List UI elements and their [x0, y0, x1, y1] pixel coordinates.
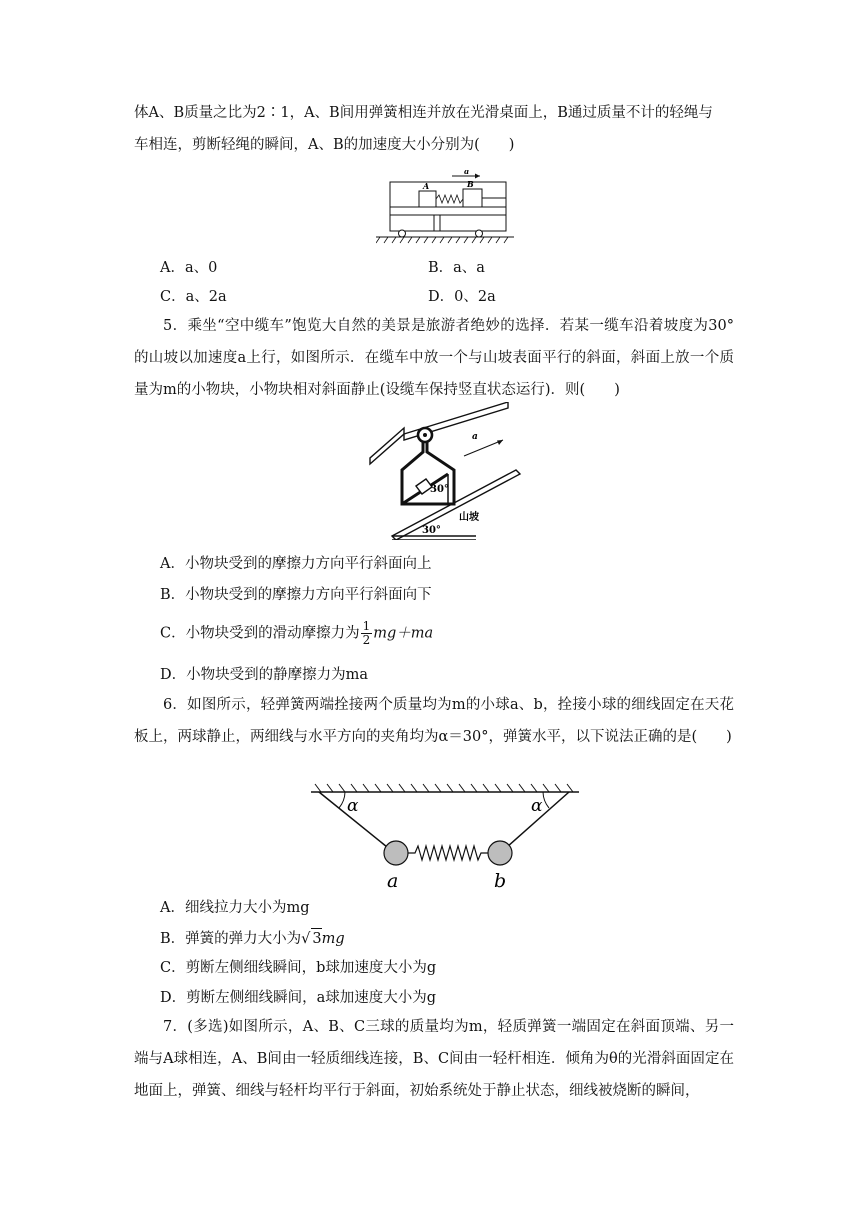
q6-option-b-prefix: B．弹簧的弹力大小为 — [160, 931, 302, 947]
q5-option-b: B．小物块受到的摩擦力方向平行斜面向下 — [160, 587, 432, 603]
sqrt-sign: √ — [301, 931, 311, 947]
q6-angle-left: α — [347, 796, 359, 816]
block-a — [419, 191, 436, 207]
q5-frac-num: 1 — [362, 619, 371, 633]
q6-angle-right: α — [531, 796, 543, 816]
q4-option-b: B．a、a — [428, 260, 485, 276]
q5-option-c — [160, 620, 433, 647]
q4-stem-line-1: 体A、B质量之比为2∶1，A、B间用弹簧相连并放在光滑桌面上，B通过质量不计的轻绳与 — [134, 105, 713, 121]
ball-a — [384, 841, 408, 865]
q5-frac-den: 2 — [362, 633, 371, 647]
q4-block-b-label: B — [467, 179, 474, 189]
q5-slope-label: 山坡 — [459, 512, 479, 523]
q6-option-d: D．剪断左侧细线瞬间，a球加速度大小为g — [160, 990, 437, 1006]
spring — [408, 846, 488, 860]
q5-angle-slope: 30° — [422, 525, 441, 536]
q5-accel-label: a — [472, 432, 478, 442]
spring — [436, 195, 463, 203]
q5-option-c-fraction — [361, 620, 373, 647]
q6-ball-a-label: a — [387, 870, 399, 890]
q5-option-c-suffix: mg＋ma — [373, 625, 434, 642]
q4-option-a: A．a、0 — [160, 260, 218, 276]
ball-b — [488, 841, 512, 865]
q6-option-b — [160, 928, 345, 949]
q4-accel-label: a — [464, 170, 470, 176]
q4-block-a-label: A — [423, 181, 430, 191]
q6-springs-figure — [305, 782, 585, 890]
q6-option-b-suffix: mg — [321, 931, 345, 947]
q7-stem: 7．(多选)如图所示，A、B、C三球的质量均为m，轻质弹簧一端固定在斜面顶端、另一端与A球相连，A、B间由一轻质细线连接，B、C间由一轻杆相连．倾角为θ的光滑斜面固定在地面上，弹簧、细线与轻杆均平行于斜面，初始系统处于静止状态，细线被烧断的瞬间， — [134, 1019, 734, 1099]
q5-stem: 5．乘坐“空中缆车”饱览大自然的美景是旅游者绝妙的选择．若某一缆车沿着坡度为30°的山坡以加速度a上行，如图所示．在缆车中放一个与山坡表面平行的斜面，斜面上放一个质量为m的小物块，小物块相对斜面静止(设缆车保持竖直状态运行)．则( ) — [134, 318, 734, 398]
q5-cable-car-figure — [368, 402, 528, 540]
q6-option-b-sqrt: 3 — [311, 928, 321, 949]
q4-stem-line-2: 车相连，剪断轻绳的瞬间，A、B的加速度大小分别为( ) — [134, 137, 515, 153]
q4-option-d: D．0、2a — [428, 289, 496, 305]
q4-option-c: C．a、2a — [160, 289, 227, 305]
q6-option-c: C．剪断左侧细线瞬间，b球加速度大小为g — [160, 960, 437, 976]
q6-ball-b-label: b — [494, 870, 507, 890]
q5-angle-inner: 30° — [430, 484, 449, 495]
q6-option-a: A．细线拉力大小为mg — [160, 900, 310, 916]
q6-stem: 6．如图所示，轻弹簧两端拴接两个质量均为m的小球a、b，拴接小球的细线固定在天花板上，两球静止，两细线与水平方向的夹角均为α＝30°，弹簧水平，以下说法正确的是( ) — [134, 697, 734, 745]
block-b — [463, 189, 482, 207]
q5-option-d: D．小物块受到的静摩擦力为ma — [160, 667, 369, 683]
q5-option-a: A．小物块受到的摩擦力方向平行斜面向上 — [160, 556, 432, 572]
q5-option-c-prefix: C．小物块受到的滑动摩擦力为 — [160, 625, 360, 642]
q4-cart-figure — [376, 170, 516, 245]
